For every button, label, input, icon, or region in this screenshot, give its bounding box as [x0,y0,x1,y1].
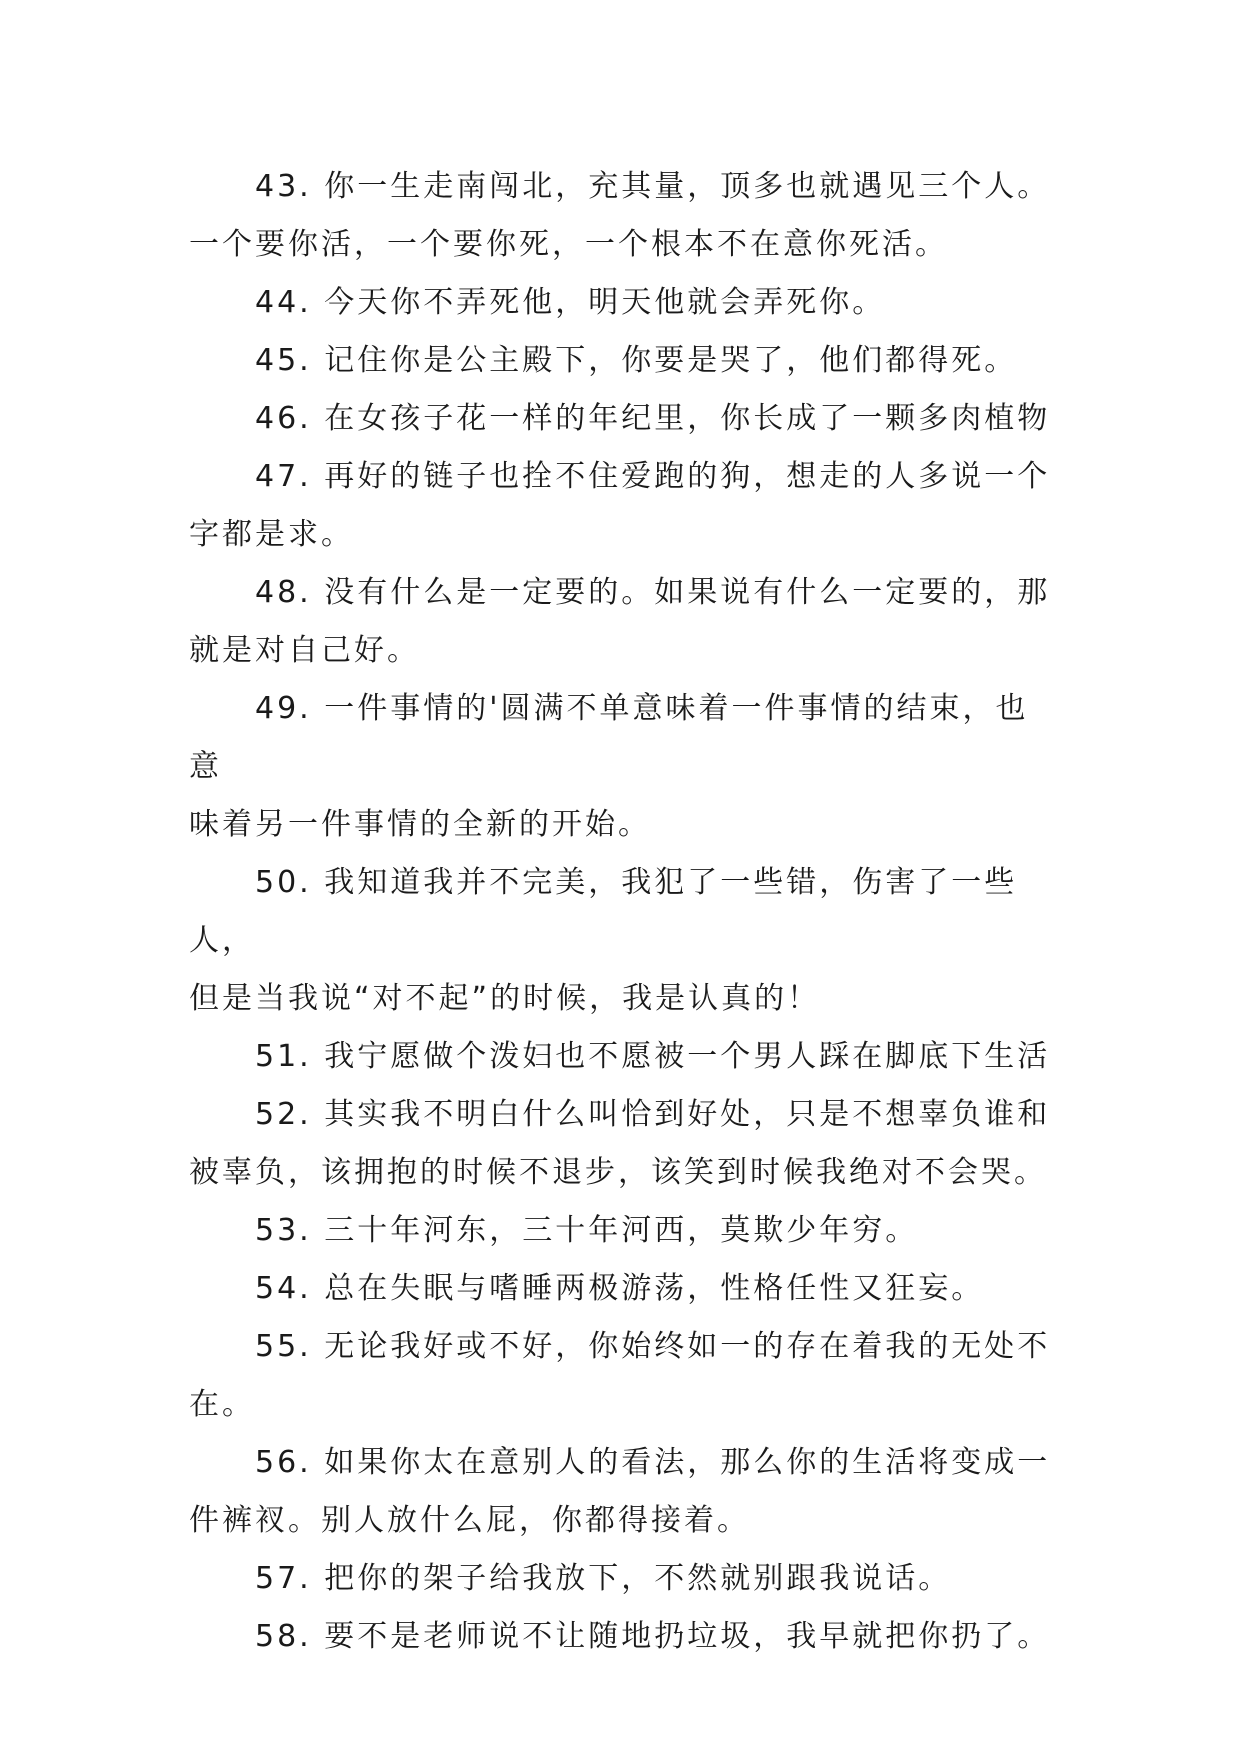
paragraph-line: 被辜负，该拥抱的时候不退步，该笑到时候我绝对不会哭。 [189,1155,1047,1190]
paragraph-line: 字都是求。 [189,517,354,552]
paragraph-line: 58. 要不是老师说不让随地扔垃圾，我早就把你扔了。 [255,1619,1051,1654]
document-body [189,158,1059,1666]
paragraph-line: 51. 我宁愿做个泼妇也不愿被一个男人踩在脚底下生活 [255,1039,1051,1074]
paragraph-50 [189,854,1059,1028]
paragraph-line: 52. 其实我不明白什么叫恰到好处，只是不想辜负谁和 [255,1097,1051,1132]
paragraph-47 [189,448,1059,564]
paragraph-line: 50. 我知道我并不完美，我犯了一些错，伤害了一些人， [189,865,1018,958]
paragraph-48 [189,564,1059,680]
paragraph-line: 46. 在女孩子花一样的年纪里，你长成了一颗多肉植物 [255,401,1051,436]
paragraph-56 [189,1434,1059,1550]
paragraph-58 [189,1608,1059,1666]
paragraph-line: 55. 无论我好或不好，你始终如一的存在着我的无处不 [255,1329,1051,1364]
paragraph-line: 53. 三十年河东，三十年河西，莫欺少年穷。 [255,1213,919,1248]
paragraph-line: 43. 你一生走南闯北，充其量，顶多也就遇见三个人。 [255,169,1051,204]
paragraph-line: 57. 把你的架子给我放下，不然就别跟我说话。 [255,1561,952,1596]
paragraph-line: 47. 再好的链子也拴不住爱跑的狗，想走的人多说一个 [255,459,1051,494]
paragraph-44 [189,274,1059,332]
paragraph-line: 49. 一件事情的'圆满不单意味着一件事情的结束，也意 [189,691,1029,784]
paragraph-line: 45. 记住你是公主殿下，你要是哭了，他们都得死。 [255,343,1018,378]
paragraph-line: 56. 如果你太在意别人的看法，那么你的生活将变成一 [255,1445,1051,1480]
paragraph-52 [189,1086,1059,1202]
paragraph-54 [189,1260,1059,1318]
paragraph-line: 一个要你活，一个要你死，一个根本不在意你死活。 [189,227,948,262]
paragraph-53 [189,1202,1059,1260]
paragraph-51 [189,1028,1059,1086]
paragraph-57 [189,1550,1059,1608]
paragraph-line: 件裤衩。别人放什么屁，你都得接着。 [189,1503,750,1538]
paragraph-49 [189,680,1059,854]
paragraph-line: 但是当我说“对不起”的时候，我是认真的！ [189,981,821,1016]
paragraph-43 [189,158,1059,274]
paragraph-line: 48. 没有什么是一定要的。如果说有什么一定要的，那 [255,575,1051,610]
paragraph-line: 就是对自己好。 [189,633,420,668]
paragraph-55 [189,1318,1059,1434]
paragraph-line: 54. 总在失眠与嗜睡两极游荡，性格任性又狂妄。 [255,1271,985,1306]
paragraph-line: 在。 [189,1387,255,1422]
paragraph-line: 味着另一件事情的全新的开始。 [189,807,651,842]
paragraph-46 [189,390,1059,448]
paragraph-line: 44. 今天你不弄死他，明天他就会弄死你。 [255,285,886,320]
paragraph-45 [189,332,1059,390]
